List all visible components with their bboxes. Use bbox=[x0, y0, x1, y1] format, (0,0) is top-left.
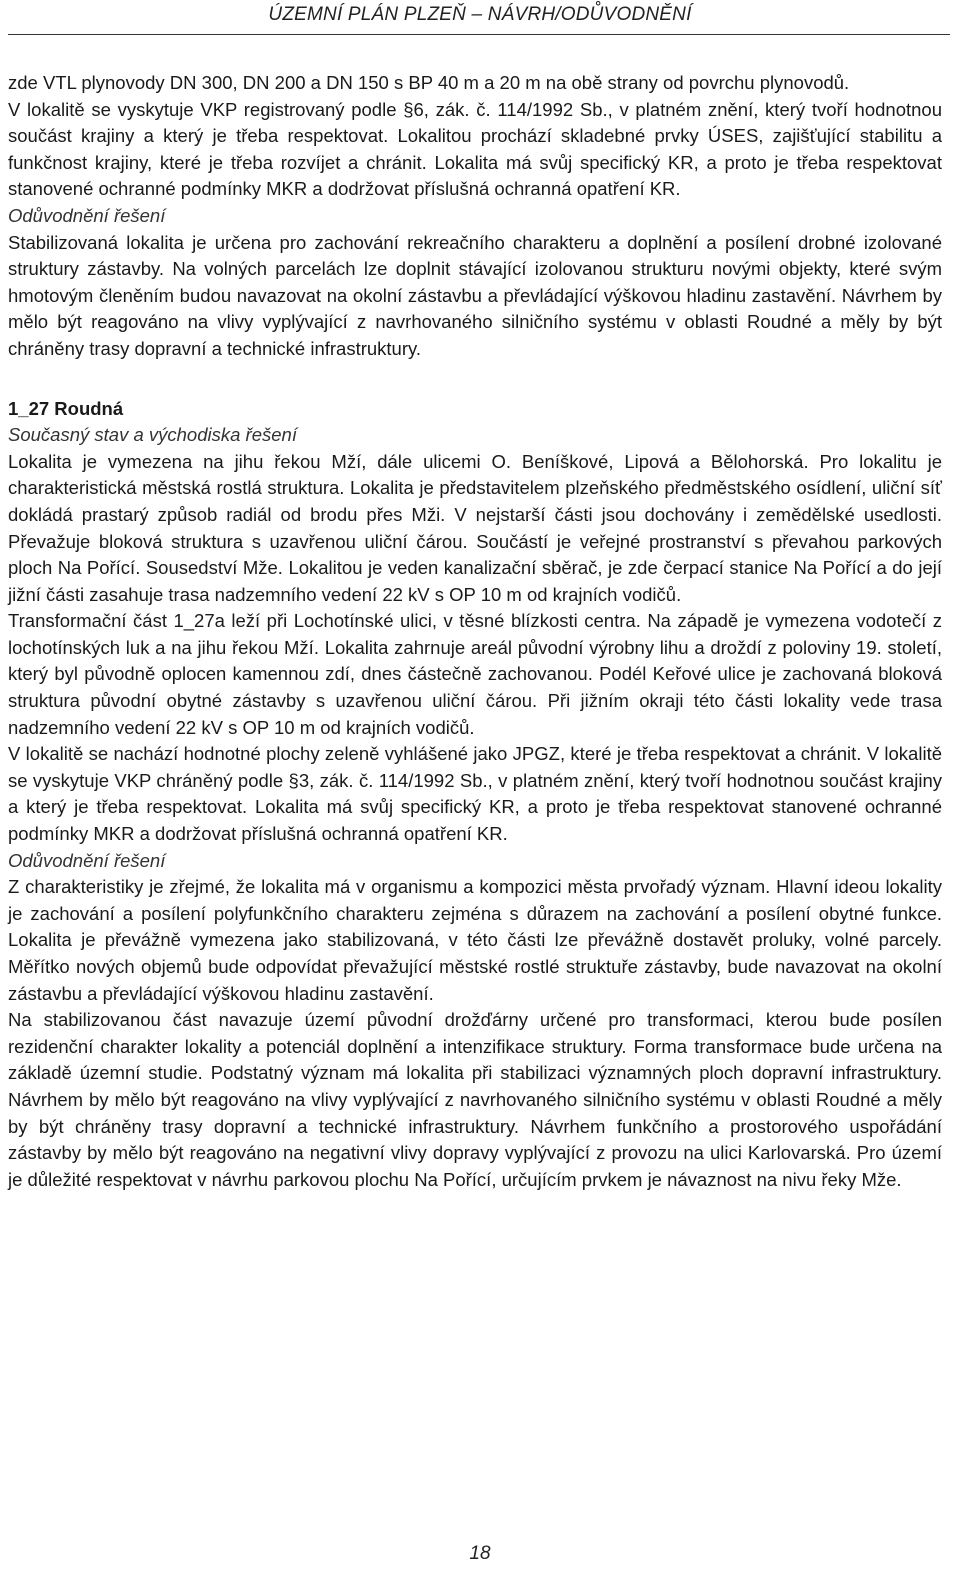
page-content bbox=[8, 70, 942, 1193]
state-paragraph-3: V lokalitě se nachází hodnotné plochy zeleně vyhlášené jako JPGZ, které je třeba respektovat a chránit. V lokalitě se vyskytuje VKP chráněný podle §3, zák. č. 114/1992 Sb., v platném znění, který tvoří hodnotnou součást krajiny a který je třeba respektovat. Lokalita má svůj specifický KR, a proto je třeba respektovat stanovené ochranné podmínky MKR a dodržovat příslušná ochranná opatření KR. bbox=[8, 743, 942, 845]
state-paragraph-2: Transformační část 1_27a leží při Lochotínské ulici, v těsné blízkosti centra. Na západě je vymezena vodotečí z lochotínských luk a na jihu řekou Mží. Lokalita zahrnuje areál původní výrobny lihu a droždí z poloviny 19. století, který byl původně oplocen kamennou zdí, dnes částečně zachovanou. Podél Keřové ulice je zachovaná bloková struktura původní obytné zástavby s uzavřenou uliční čárou. Při jižním okraji této části lokality vede trasa nadzemního vedení 22 kV s OP 10 m od krajních vodičů. bbox=[8, 610, 942, 738]
section-spacer bbox=[8, 363, 942, 396]
section-justification-heading: Odůvodnění řešení bbox=[8, 849, 166, 871]
current-state-heading: Současný stav a východiska řešení bbox=[8, 424, 297, 446]
page-number: 18 bbox=[469, 1543, 491, 1564]
intro-paragraph-2: V lokalitě se vyskytuje VKP registrovaný podle §6, zák. č. 114/1992 Sb., v platném znění, který tvoří hodnotnou součást krajiny a který je třeba respektovat. Lokalitou prochází skladebné prvky ÚSES, zajišťující stabilitu a funkčnost krajiny, které je třeba rozvíjet a chránit. Lokalita má svůj specifický KR, a proto je třeba respektovat stanovené ochranné podmínky MKR a dodržovat příslušná ochranná opatření KR. bbox=[8, 98, 942, 200]
intro-paragraph-1: zde VTL plynovody DN 300, DN 200 a DN 150 s BP 40 m a 20 m na obě strany od povrchu plynovodů. bbox=[8, 72, 850, 93]
section-justification-paragraph-1: Z charakteristiky je zřejmé, že lokalita má v organismu a kompozici města prvořadý význam. Hlavní ideou lokality je zachování a posílení polyfunkčního charakteru zejména s důrazem na zachování a posílení obytné funkce. Lokalita je převážně vymezena jako stabilizovaná, v této části lze převážně dostavět proluky, volné parcely. Měřítko nových objemů bude odpovídat převažující městské rostlé struktuře zástavby, bude navazovat na okolní zástavbu a převládající výškovou hladinu zastavění. bbox=[8, 876, 942, 1004]
justification-heading: Odůvodnění řešení bbox=[8, 204, 166, 226]
justification-paragraph: Stabilizovaná lokalita je určena pro zachování rekreačního charakteru a doplnění a posílení drobné izolované struktury zástavby. Na volných parcelách lze doplnit stávající izolovanou strukturu novými objekty, které svým hmotovým členěním budou navazovat na okolní zástavbu a převládající výškovou hladinu zastavění. Návrhem by mělo být reagováno na vlivy vyplývající z navrhovaného silničního systému v oblasti Roudné a měly by být chráněny trasy dopravní a technické infrastruktury. bbox=[8, 231, 942, 359]
state-paragraph-1: Lokalita je vymezena na jihu řekou Mží, dále ulicemi O. Beníškové, Lipová a Bělohorská. Pro lokalitu je charakteristická městská rostlá struktura. Lokalita je představitelem plzeňského předměstského osídlení, uliční síť dokládá prastarý způsob radiál od brodu přes Mži. V nejstarší části jsou dochovány i zemědělské usedlosti. Převažuje bloková struktura s uzavřenou uliční čárou. Součástí je veřejné prostranství s převahou parkových ploch Na Pořící. Sousedství Mže. Lokalitou je veden kanalizační sběrač, je zde čerpací stanice Na Pořící a do její jižní části zasahuje trasa nadzemního vedení 22 kV s OP 10 m od krajních vodičů. bbox=[8, 450, 942, 605]
section-justification-paragraph-2: Na stabilizovanou část navazuje území původní drožďárny určené pro transformaci, kterou bude posílen rezidenční charakter lokality a potenciál doplnění a intenzifikace struktury. Forma transformace bude určena na základě územní studie. Podstatný význam má lokalita při stabilizaci významných ploch dopravní infrastruktury. Návrhem by mělo být reagováno na vlivy vyplývající z navrhovaného silničního systému v oblasti Roudné a měly by být chráněny trasy dopravní a technické infrastruktury. Návrhem funkčního a prostorového uspořádání zástavby by mělo být reagováno na negativní vlivy dopravy vyplývající z provozu na ulici Karlovarská. Pro území je důležité respektovat v návrhu parkovou plochu Na Pořící, určujícím prvkem je návaznost na nivu řeky Mže. bbox=[8, 1009, 942, 1190]
section-title: 1_27 Roudná bbox=[8, 397, 124, 419]
running-header: ÚZEMNÍ PLÁN PLZEŇ – NÁVRH/ODŮVODNĚNÍ bbox=[268, 4, 692, 25]
header-rule bbox=[8, 34, 950, 35]
